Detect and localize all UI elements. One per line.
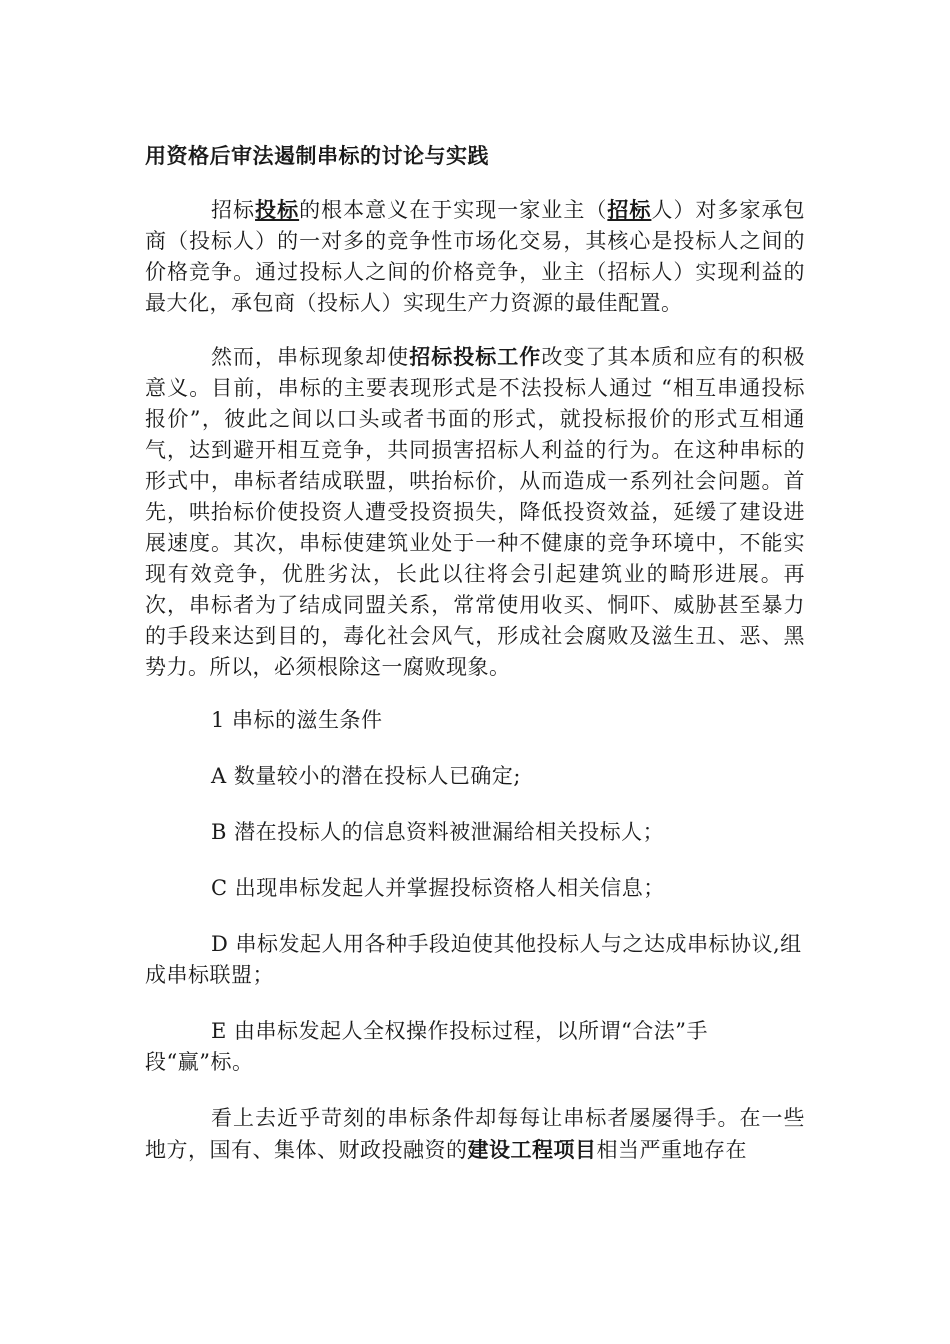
paragraph-1-text-1: 招标 [211, 198, 256, 222]
paragraph-2 [145, 341, 805, 683]
keyword-link-toubiao[interactable]: 投标 [255, 197, 300, 222]
document-page [145, 140, 805, 1188]
keyword-zhaobiao-toubiao-gongzuo: 招标投标工作 [409, 344, 542, 369]
paragraph-3 [145, 1103, 805, 1166]
paragraph-1 [145, 194, 805, 319]
list-item-c: C 出现串标发起人并掌握投标资格人相关信息； [211, 876, 665, 900]
keyword-jianshe-gongcheng-xiangmu: 建设工程项目 [467, 1137, 597, 1162]
document-title: 用资格后审法遏制串标的讨论与实践 [145, 143, 489, 168]
paragraph-2-text-2: 改变了其本质和应有的积极意义。目前，串标的主要表现形式是不法投标人通过 “相互串通投标报价”，彼此之间以口头或者书面的形式，就投标报价的形式互相通气，达到避开相互竞争，共同损害招标人利益的行为。在这种串标的形式中，串标者结成联盟，哄抬标价，从而造成一系列社会问题。首先，哄抬标价使投资人遭受投资损失，降低投资效益，延缓了建设进展速度。其次，串标使建筑业处于一种不健康的竞争环境中，不能实现有效竞争，优胜劣汰，长此以往将会引起建筑业的畸形进展。再次，串标者为了结成同盟关系，常常使用收买、恫吓、威胁甚至暴力的手段来达到目的，毒化社会风气，形成社会腐败及滋生丑、恶、黑势力。所以，必须根除这一腐败现象。 [145, 345, 806, 679]
paragraph-1-text-2: 的根本意义在于实现一家业主（ [299, 198, 608, 222]
keyword-link-zhaobiao[interactable]: 招标 [607, 197, 652, 222]
paragraph-3-text-1: 看上去近乎苛刻的串标条件却每每让串标者屡屡得手。在一些地方，国有、集体、财政投融资的 [145, 1106, 805, 1162]
list-item-d: D 串标发起人用各种手段迫使其他投标人与之达成串标协议,组成串标联盟； [145, 932, 802, 987]
paragraph-3-text-2: 相当严重地存在 [596, 1138, 747, 1162]
paragraph-1-text-3: 人）对多家承包商（投标人）的一对多的竞争性市场化交易，其核心是投标人之间的价格竞争。通过投标人之间的价格竞争，业主（招标人）实现利益的最大化，承包商（投标人）实现生产力资源的最佳配置。 [145, 198, 806, 315]
list-item-b: B 潜在投标人的信息资料被泄漏给相关投标人； [211, 820, 665, 844]
paragraph-2-text-1: 然而，串标现象却使 [211, 345, 410, 369]
list-item-a: A 数量较小的潜在投标人已确定; [211, 764, 521, 788]
section-heading-1: 1 串标的滋生条件 [211, 708, 383, 732]
list-item-e: E 由串标发起人全权操作投标过程，以所谓“合法”手段“赢”标。 [145, 1019, 708, 1074]
